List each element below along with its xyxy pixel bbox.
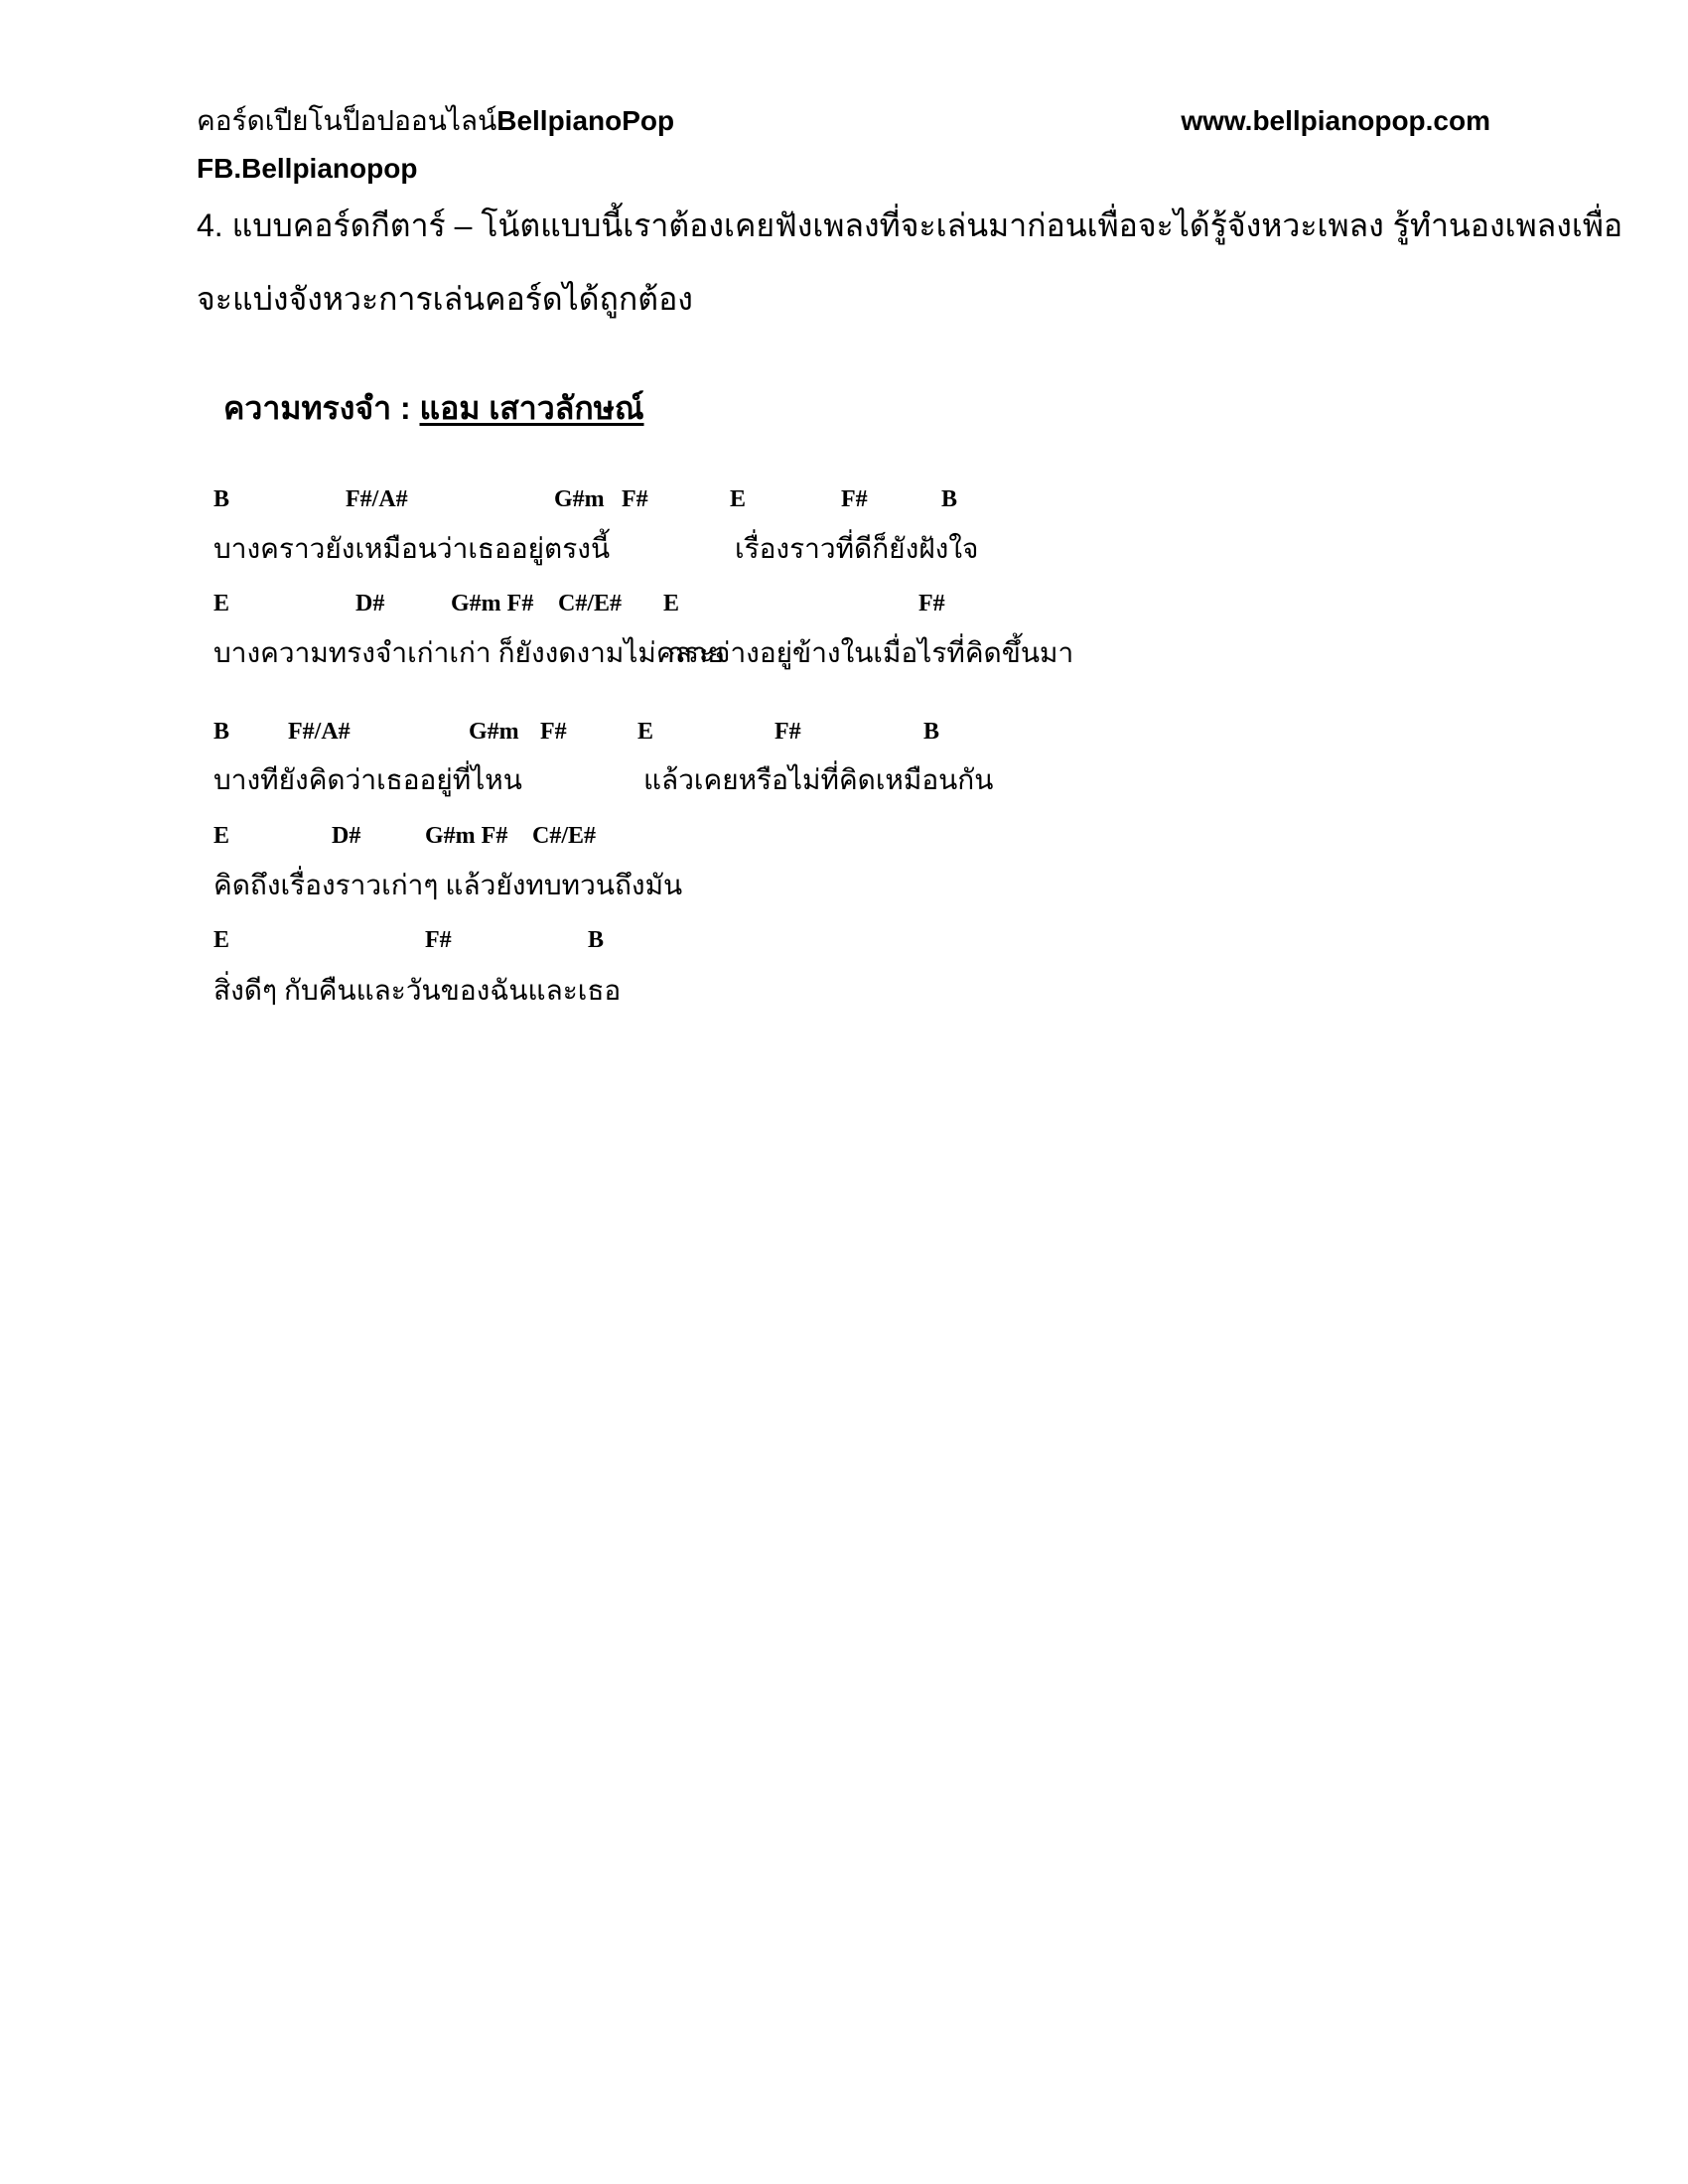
chord: D# (355, 591, 385, 616)
chord: F# (841, 486, 868, 512)
chord: D# (332, 823, 361, 849)
lyric-phrase: บางทียังคิดว่าเธออยู่ที่ไหน (213, 765, 522, 796)
chord: C#/E# (532, 823, 597, 849)
header-website: www.bellpianopop.com (1181, 105, 1490, 136)
chord: E (213, 823, 230, 849)
song-artist: แอม เสาวลักษณ์ (419, 390, 644, 426)
chord: E (213, 927, 230, 953)
header-brand: BellpianoPop (496, 105, 675, 136)
chord: G#m (469, 719, 519, 745)
chord: B (213, 719, 230, 745)
chord: F# (622, 486, 648, 512)
lyric-phrase: เรื่องราวที่ดีก็ยังฝังใจ (735, 534, 979, 565)
chord: F# (918, 591, 945, 616)
chord: E (663, 591, 680, 616)
chord: G#m F# (425, 823, 508, 849)
lyric-phrase: กระจ่างอยู่ข้างในเมื่อไรที่คิดขึ้นมา (667, 638, 1074, 669)
chord: F# (425, 927, 452, 953)
chord: B (588, 927, 605, 953)
chord: E (637, 719, 654, 745)
chord: E (730, 486, 747, 512)
chord: F#/A# (288, 719, 351, 745)
chord: B (941, 486, 958, 512)
chord: F# (774, 719, 801, 745)
chord: E (213, 591, 230, 616)
chord: B (923, 719, 940, 745)
chord: G#m (554, 486, 605, 512)
intro-line-2: จะแบ่งจังหวะการเล่นคอร์ดได้ถูกต้อง (197, 281, 693, 317)
intro-line-1: 4. แบบคอร์ดกีตาร์ – โน้ตแบบนี้เราต้องเคยฟังเพลงที่จะเล่นมาก่อนเพื่อจะได้รู้จังหวะเพลง รู้ทำนองเพลงเพื่อ (197, 207, 1623, 243)
chord: F#/A# (346, 486, 408, 512)
lyric-phrase: คิดถึงเรื่องราวเก่าๆ แล้วยังทบทวนถึงมัน (213, 871, 683, 901)
song-name: ความทรงจำ : (223, 390, 411, 426)
lyric-phrase: บางคราวยังเหมือนว่าเธออยู่ตรงนี้ (213, 534, 611, 565)
chord: G#m F# (451, 591, 534, 616)
header-prefix: คอร์ดเปียโนป็อปออนไลน์ (197, 105, 497, 136)
lyric-phrase: สิ่งดีๆ กับคืนและวันของฉันและเธอ (213, 976, 622, 1007)
chord: C#/E# (558, 591, 623, 616)
lyric-phrase: แล้วเคยหรือไม่ที่คิดเหมือนกัน (643, 765, 994, 796)
header-facebook: FB.Bellpianopop (197, 153, 418, 184)
chord: F# (540, 719, 567, 745)
lyric-phrase: บางความทรงจำเก่าเก่า ก็ยังงดงามไม่คลาย (213, 638, 724, 669)
header-site-name (197, 103, 674, 139)
chord: B (213, 486, 230, 512)
song-title (223, 387, 644, 429)
